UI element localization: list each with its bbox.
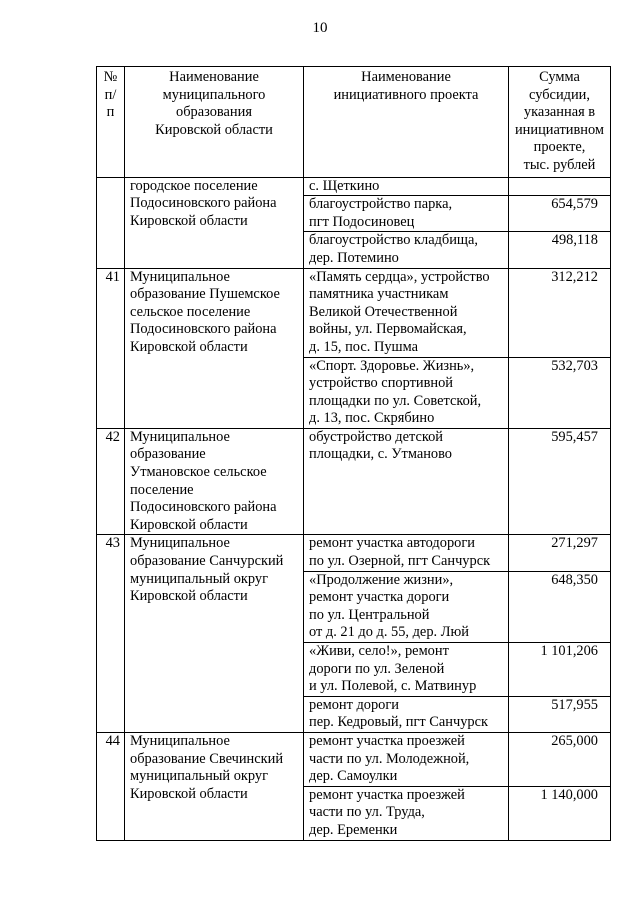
- municipality-cell: Муниципальное образование Свечинский муниципальный округ Кировской области: [125, 732, 304, 840]
- project-name: благоустройство парка, пгт Подосиновец: [304, 196, 509, 232]
- subsidy-amount: 595,457: [509, 428, 611, 535]
- subsidy-table: [96, 66, 611, 841]
- project-name: «Память сердца», устройство памятника участникам Великой Отечественной войны, ул. Первомайская, д. 15, пос. Пушма: [304, 268, 509, 357]
- project-name: «Продолжение жизни», ремонт участка дороги по ул. Центральной от д. 21 до д. 55, дер. Люй: [304, 571, 509, 642]
- project-name: ремонт участка автодороги по ул. Озерной, пгт Санчурск: [304, 535, 509, 571]
- municipality-cell: городское поселение Подосиновского района Кировской области: [125, 177, 304, 268]
- table-row: [97, 732, 611, 786]
- subsidy-amount: 654,579: [509, 196, 611, 232]
- header-number: № п/п: [97, 67, 125, 178]
- project-name: ремонт участка проезжей части по ул. Труда, дер. Еременки: [304, 786, 509, 840]
- subsidy-amount: 312,212: [509, 268, 611, 357]
- project-name: «Живи, село!», ремонт дороги по ул. Зеленой и ул. Полевой, с. Матвинур: [304, 643, 509, 697]
- subsidy-amount: 498,118: [509, 232, 611, 268]
- subsidy-amount: 1 101,206: [509, 643, 611, 697]
- header-amount: Сумма субсидии, указанная в инициативном проекте, тыс. рублей: [509, 67, 611, 178]
- table-header-row: [97, 67, 611, 178]
- subsidy-amount: 532,703: [509, 357, 611, 428]
- table-row: [97, 177, 611, 196]
- municipality-cell: Муниципальное образование Санчурский муниципальный округ Кировской области: [125, 535, 304, 733]
- page-number: 10: [312, 20, 328, 36]
- municipality-cell: Муниципальное образование Пушемское сельское поселение Подосиновского района Кировской области: [125, 268, 304, 428]
- table-row: [97, 268, 611, 357]
- subsidy-amount: 265,000: [509, 732, 611, 786]
- row-number: 43: [97, 535, 125, 733]
- table-row: [97, 428, 611, 535]
- table-row: [97, 535, 611, 571]
- row-number: [97, 177, 125, 268]
- project-name: обустройство детской площадки, с. Утманово: [304, 428, 509, 535]
- row-number: 41: [97, 268, 125, 428]
- project-name: ремонт дороги пер. Кедровый, пгт Санчурск: [304, 696, 509, 732]
- project-name: «Спорт. Здоровье. Жизнь», устройство спортивной площадки по ул. Советской, д. 13, пос. Скрябино: [304, 357, 509, 428]
- project-name: с. Щеткино: [304, 177, 509, 196]
- subsidy-amount: 1 140,000: [509, 786, 611, 840]
- project-name: ремонт участка проезжей части по ул. Молодежной, дер. Самоулки: [304, 732, 509, 786]
- subsidy-amount: [509, 177, 611, 196]
- subsidy-amount: 648,350: [509, 571, 611, 642]
- subsidy-amount: 271,297: [509, 535, 611, 571]
- header-project: Наименование инициативного проекта: [304, 67, 509, 178]
- row-number: 42: [97, 428, 125, 535]
- municipality-cell: Муниципальное образование Утмановское сельское поселение Подосиновского района Кировской области: [125, 428, 304, 535]
- project-name: благоустройство кладбища, дер. Потемино: [304, 232, 509, 268]
- header-municipality: Наименование муниципального образования Кировской области: [125, 67, 304, 178]
- subsidy-amount: 517,955: [509, 696, 611, 732]
- row-number: 44: [97, 732, 125, 840]
